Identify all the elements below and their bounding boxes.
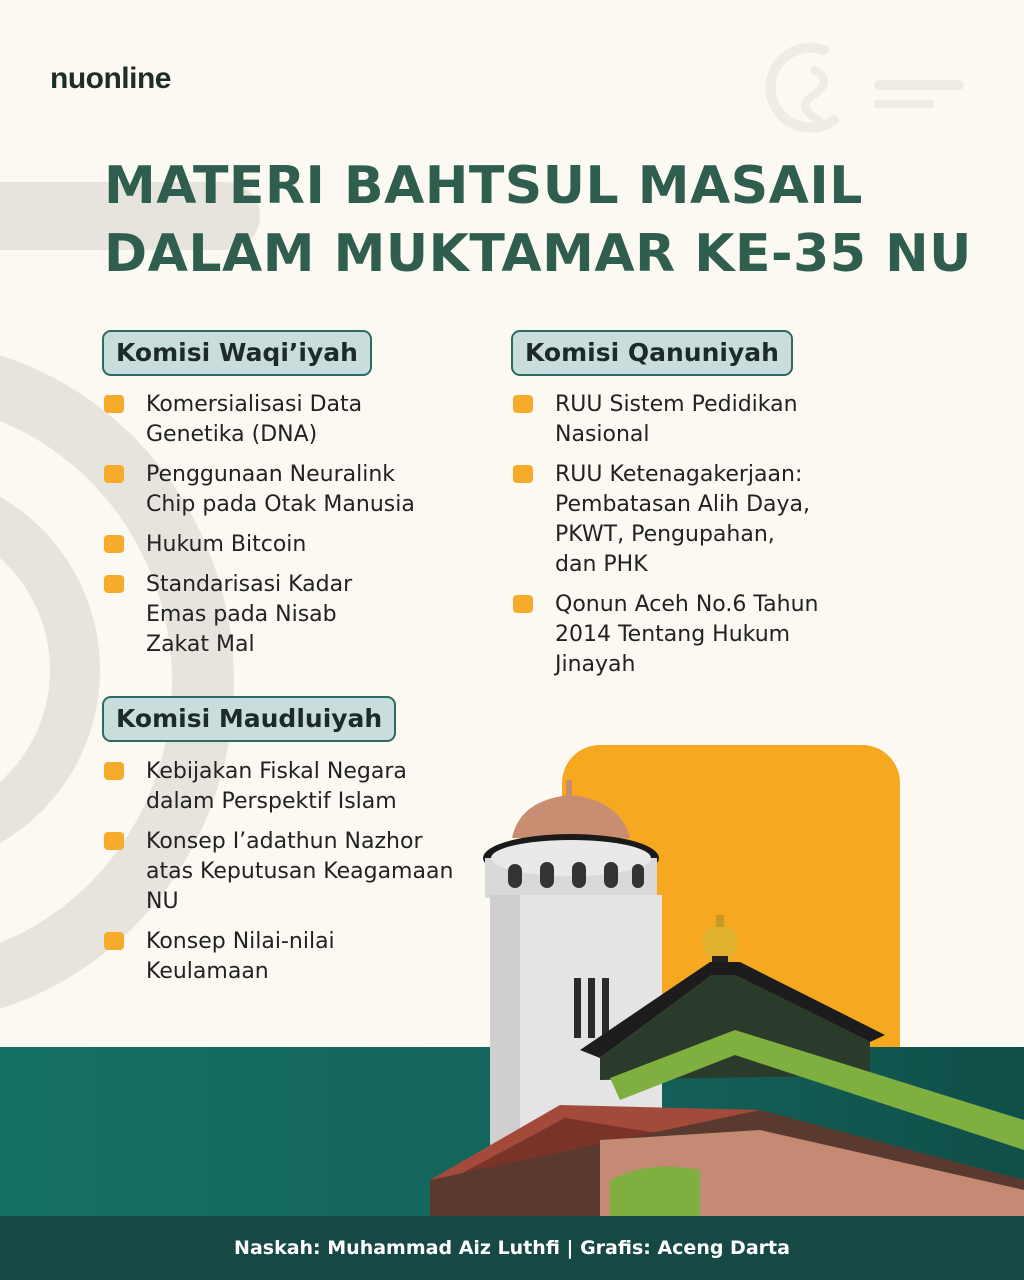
list-item: Komersialisasi Data Genetika (DNA) bbox=[104, 390, 484, 450]
list-item: Penggunaan Neuralink Chip pada Otak Manusia bbox=[104, 460, 484, 520]
list-item: Konsep Nilai-nilai Keulamaan bbox=[104, 927, 484, 987]
list-item: RUU Sistem Pedidikan Nasional bbox=[513, 390, 893, 450]
list-item: Konsep I’adathun Nazhor atas Keputusan Keagamaan NU bbox=[104, 827, 484, 917]
section-heading-waqiiyah: Komisi Waqi’iyah bbox=[102, 330, 372, 376]
bullet-icon bbox=[104, 932, 124, 950]
title-line-2: DALAM MUKTAMAR KE-35 NU bbox=[104, 224, 972, 284]
section-heading-maudluiyah: Komisi Maudluiyah bbox=[102, 696, 396, 742]
bullet-icon bbox=[104, 832, 124, 850]
nuonline-logo: nuonline bbox=[50, 62, 171, 95]
list-item: Qonun Aceh No.6 Tahun 2014 Tentang Hukum Jinayah bbox=[513, 590, 893, 680]
list-item: Hukum Bitcoin bbox=[104, 530, 484, 560]
list-item: Standarisasi Kadar Emas pada Nisab Zakat Mal bbox=[104, 570, 484, 660]
list-item: Kebijakan Fiskal Negara dalam Perspektif Islam bbox=[104, 757, 484, 817]
section-heading-qanuniyah: Komisi Qanuniyah bbox=[511, 330, 793, 376]
footer-credits bbox=[0, 1216, 1024, 1280]
list-item: RUU Ketenagakerjaan: Pembatasan Alih Daya, PKWT, Pengupahan, dan PHK bbox=[513, 460, 893, 580]
title-line-1: MATERI BAHTSUL MASAIL bbox=[104, 156, 863, 216]
list-maudluiyah bbox=[104, 757, 484, 997]
bullet-icon bbox=[104, 762, 124, 780]
credits-text: Naskah: Muhammad Aiz Luthfi | Grafis: Aceng Darta bbox=[234, 1237, 790, 1259]
